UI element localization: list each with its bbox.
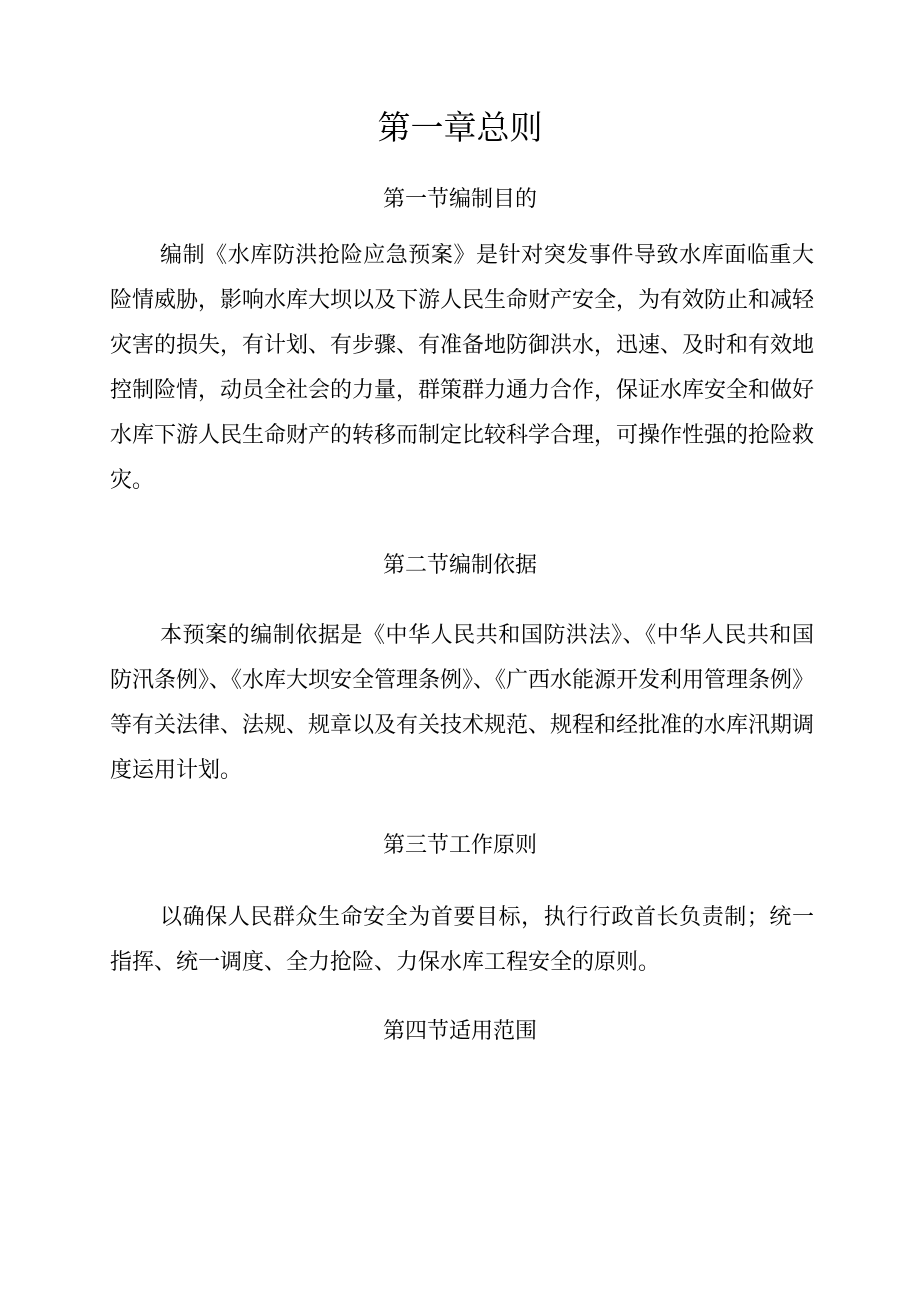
section-heading-scope: 第四节适用范围 bbox=[382, 1019, 537, 1044]
section-heading-principles: 第三节工作原则 bbox=[382, 833, 537, 858]
chapter-title: 第一章总则 bbox=[377, 108, 543, 147]
section-heading-purpose: 第一节编制目的 bbox=[382, 187, 537, 212]
section-heading-basis: 第二节编制依据 bbox=[382, 553, 537, 578]
section-body-basis: 本预案的编制依据是《中华人民共和国防洪法》、《中华人民共和国防汛条例》、《水库大坝安全管理条例》、《广西水能源开发利用管理条例》等有关法律、法规、规章以及有关技术规范、规程和经批准的水库汛期调度运用计划。 bbox=[110, 623, 815, 783]
section-body-principles: 以确保人民群众生命安全为首要目标，执行行政首长负责制；统一指挥、统一调度、全力抢险、力保水库工程安全的原则。 bbox=[110, 905, 814, 975]
section-body-purpose: 编制《水库防洪抢险应急预案》是针对突发事件导致水库面临重大险情威胁，影响水库大坝以及下游人民生命财产安全，为有效防止和减轻灾害的损失，有计划、有步骤、有准备地防御洪水，迅速、及时和有效地控制险情，动员全社会的力量，群策群力通力合作，保证水库安全和做好水库下游人民生命财产的转移而制定比较科学合理，可操作性强的抢险救灾。 bbox=[110, 243, 815, 493]
